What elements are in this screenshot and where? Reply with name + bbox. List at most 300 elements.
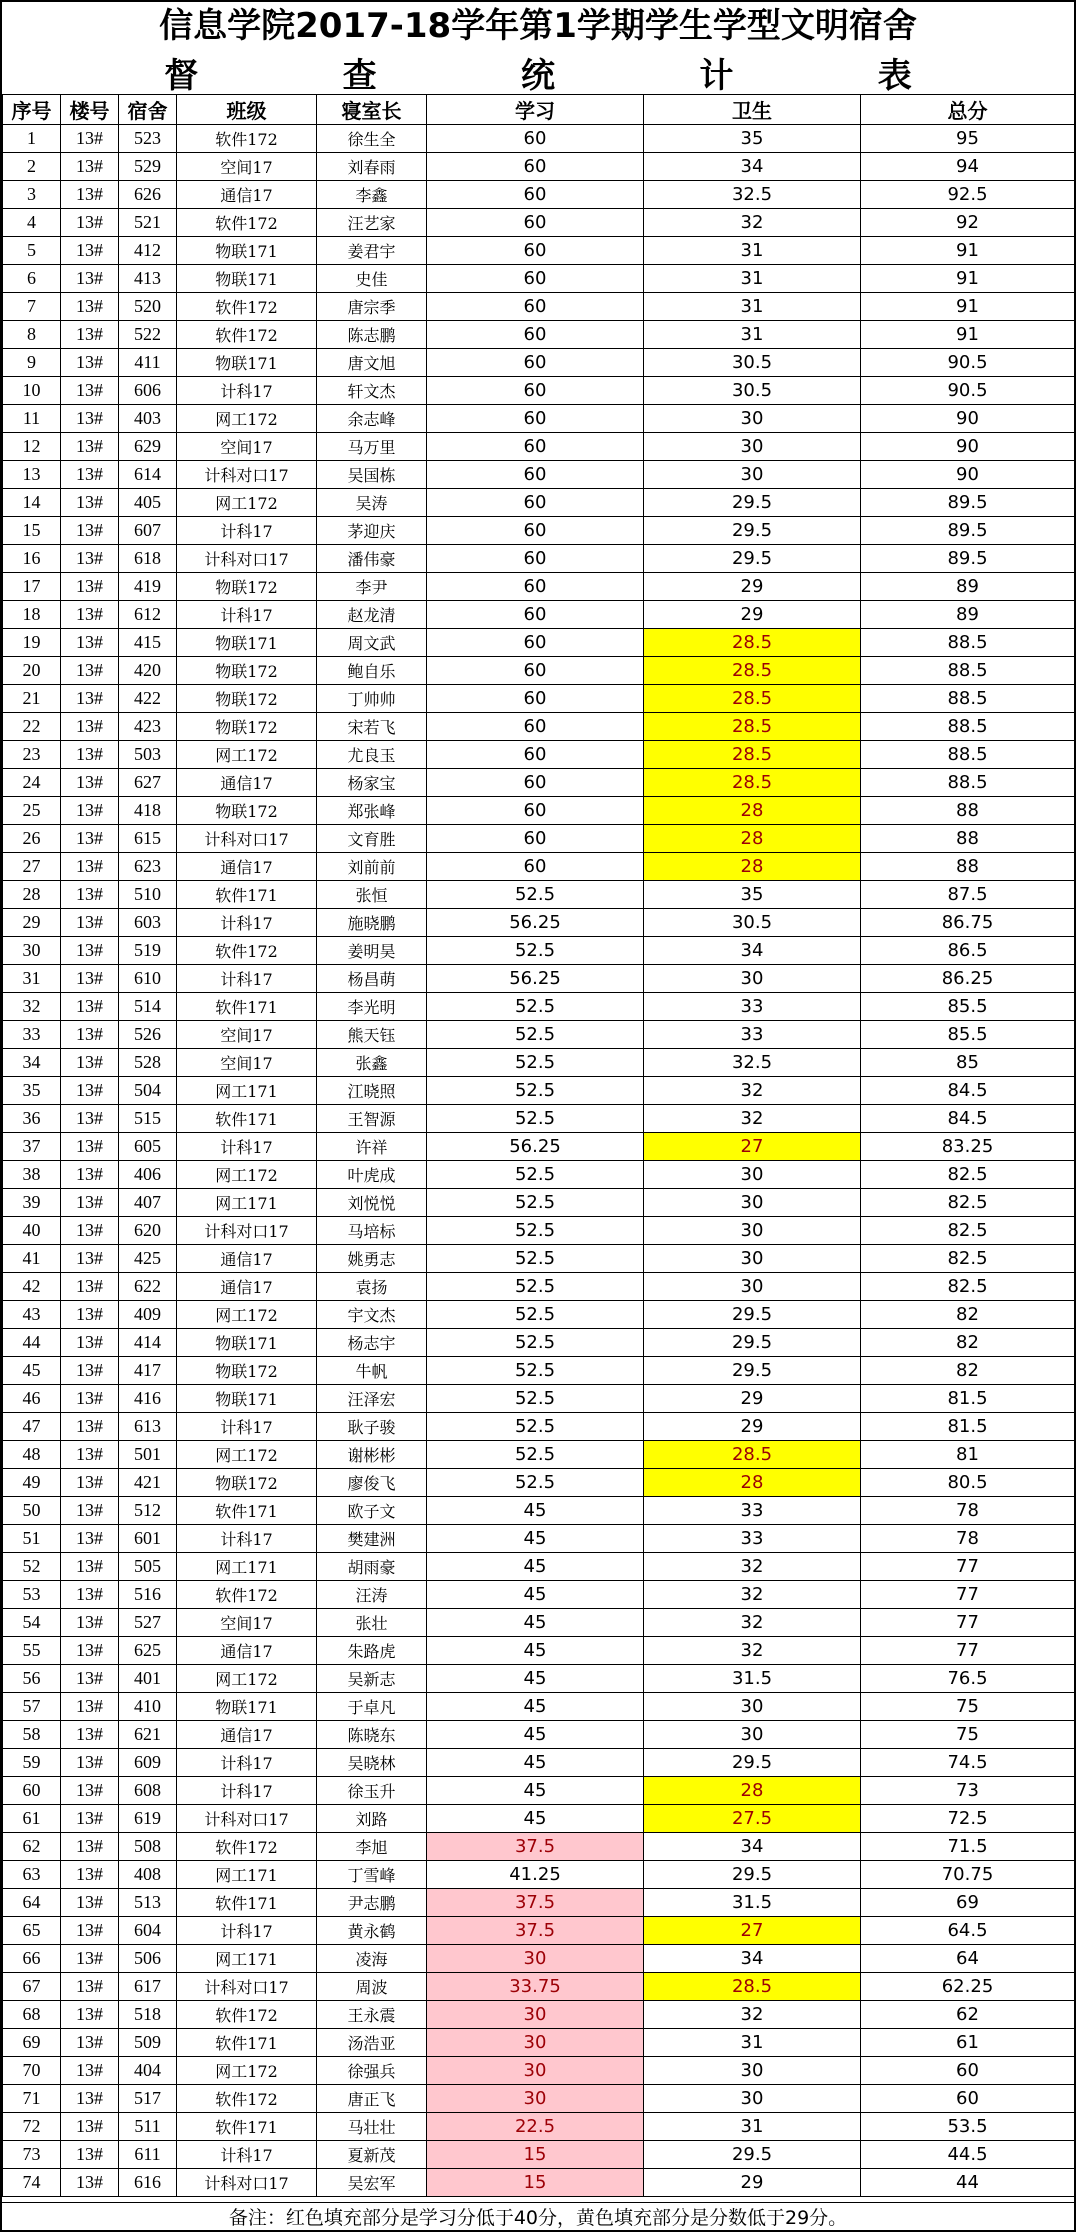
cell-hygiene[interactable]: 30	[644, 1217, 861, 1245]
cell-dorm-head[interactable]: 朱路虎	[317, 1637, 427, 1665]
cell-study[interactable]: 60	[427, 657, 644, 685]
cell-room[interactable]: 523	[119, 125, 177, 153]
cell-building[interactable]: 13#	[61, 517, 119, 545]
cell-total[interactable]: 92.5	[861, 181, 1075, 209]
cell-total[interactable]: 64	[861, 1945, 1075, 1973]
cell-room[interactable]: 522	[119, 321, 177, 349]
cell-hygiene[interactable]: 28.5	[644, 769, 861, 797]
cell-hygiene[interactable]: 31	[644, 293, 861, 321]
cell-no[interactable]: 9	[3, 349, 61, 377]
cell-no[interactable]: 29	[3, 909, 61, 937]
cell-class[interactable]: 通信17	[177, 769, 317, 797]
cell-hygiene[interactable]: 35	[644, 881, 861, 909]
cell-dorm-head[interactable]: 张恒	[317, 881, 427, 909]
cell-hygiene[interactable]: 28.5	[644, 685, 861, 713]
cell-class[interactable]: 网工172	[177, 489, 317, 517]
cell-study[interactable]: 60	[427, 125, 644, 153]
cell-hygiene[interactable]: 32	[644, 209, 861, 237]
cell-total[interactable]: 62	[861, 2001, 1075, 2029]
cell-total[interactable]: 82	[861, 1357, 1075, 1385]
cell-hygiene[interactable]: 27	[644, 1133, 861, 1161]
header-hygiene[interactable]: 卫生	[644, 95, 861, 125]
cell-class[interactable]: 软件171	[177, 1497, 317, 1525]
cell-study[interactable]: 52.5	[427, 1329, 644, 1357]
cell-dorm-head[interactable]: 夏新茂	[317, 2141, 427, 2169]
cell-class[interactable]: 网工172	[177, 1441, 317, 1469]
cell-no[interactable]: 61	[3, 1805, 61, 1833]
cell-total[interactable]: 85	[861, 1049, 1075, 1077]
cell-room[interactable]: 407	[119, 1189, 177, 1217]
cell-room[interactable]: 413	[119, 265, 177, 293]
cell-hygiene[interactable]: 28	[644, 1777, 861, 1805]
cell-hygiene[interactable]: 34	[644, 153, 861, 181]
cell-total[interactable]: 77	[861, 1637, 1075, 1665]
cell-building[interactable]: 13#	[61, 573, 119, 601]
cell-class[interactable]: 物联172	[177, 713, 317, 741]
cell-total[interactable]: 64.5	[861, 1917, 1075, 1945]
cell-study[interactable]: 52.5	[427, 881, 644, 909]
cell-study[interactable]: 56.25	[427, 965, 644, 993]
cell-class[interactable]: 物联172	[177, 685, 317, 713]
cell-class[interactable]: 物联172	[177, 1357, 317, 1385]
cell-class[interactable]: 通信17	[177, 1273, 317, 1301]
cell-study[interactable]: 60	[427, 825, 644, 853]
cell-building[interactable]: 13#	[61, 265, 119, 293]
cell-class[interactable]: 通信17	[177, 181, 317, 209]
cell-room[interactable]: 626	[119, 181, 177, 209]
cell-dorm-head[interactable]: 唐宗季	[317, 293, 427, 321]
cell-study[interactable]: 45	[427, 1805, 644, 1833]
cell-building[interactable]: 13#	[61, 1441, 119, 1469]
cell-class[interactable]: 软件171	[177, 1889, 317, 1917]
cell-total[interactable]: 92	[861, 209, 1075, 237]
cell-class[interactable]: 计科对口17	[177, 1805, 317, 1833]
cell-room[interactable]: 604	[119, 1917, 177, 1945]
cell-hygiene[interactable]: 30.5	[644, 377, 861, 405]
cell-no[interactable]: 48	[3, 1441, 61, 1469]
cell-hygiene[interactable]: 31	[644, 265, 861, 293]
cell-dorm-head[interactable]: 张鑫	[317, 1049, 427, 1077]
cell-study[interactable]: 52.5	[427, 1441, 644, 1469]
cell-class[interactable]: 网工172	[177, 2057, 317, 2085]
cell-no[interactable]: 49	[3, 1469, 61, 1497]
cell-no[interactable]: 74	[3, 2169, 61, 2197]
cell-hygiene[interactable]: 29	[644, 2169, 861, 2197]
cell-room[interactable]: 414	[119, 1329, 177, 1357]
cell-room[interactable]: 425	[119, 1245, 177, 1273]
cell-room[interactable]: 423	[119, 713, 177, 741]
cell-study[interactable]: 30	[427, 2001, 644, 2029]
cell-total[interactable]: 81.5	[861, 1413, 1075, 1441]
cell-class[interactable]: 软件171	[177, 1105, 317, 1133]
cell-total[interactable]: 84.5	[861, 1077, 1075, 1105]
cell-room[interactable]: 521	[119, 209, 177, 237]
cell-total[interactable]: 53.5	[861, 2113, 1075, 2141]
cell-room[interactable]: 528	[119, 1049, 177, 1077]
cell-dorm-head[interactable]: 刘春雨	[317, 153, 427, 181]
cell-no[interactable]: 26	[3, 825, 61, 853]
cell-study[interactable]: 60	[427, 769, 644, 797]
cell-room[interactable]: 606	[119, 377, 177, 405]
cell-dorm-head[interactable]: 马培标	[317, 1217, 427, 1245]
cell-total[interactable]: 74.5	[861, 1749, 1075, 1777]
cell-no[interactable]: 52	[3, 1553, 61, 1581]
cell-room[interactable]: 520	[119, 293, 177, 321]
cell-no[interactable]: 4	[3, 209, 61, 237]
cell-total[interactable]: 84.5	[861, 1105, 1075, 1133]
cell-no[interactable]: 39	[3, 1189, 61, 1217]
cell-no[interactable]: 60	[3, 1777, 61, 1805]
cell-building[interactable]: 13#	[61, 1329, 119, 1357]
cell-room[interactable]: 605	[119, 1133, 177, 1161]
cell-total[interactable]: 89	[861, 573, 1075, 601]
cell-total[interactable]: 95	[861, 125, 1075, 153]
cell-no[interactable]: 57	[3, 1693, 61, 1721]
cell-total[interactable]: 75	[861, 1721, 1075, 1749]
cell-dorm-head[interactable]: 欧子文	[317, 1497, 427, 1525]
cell-class[interactable]: 软件171	[177, 2029, 317, 2057]
cell-no[interactable]: 34	[3, 1049, 61, 1077]
cell-total[interactable]: 83.25	[861, 1133, 1075, 1161]
cell-no[interactable]: 63	[3, 1861, 61, 1889]
cell-building[interactable]: 13#	[61, 881, 119, 909]
cell-room[interactable]: 511	[119, 2113, 177, 2141]
cell-room[interactable]: 504	[119, 1077, 177, 1105]
cell-study[interactable]: 45	[427, 1609, 644, 1637]
cell-total[interactable]: 89	[861, 601, 1075, 629]
cell-dorm-head[interactable]: 汤浩亚	[317, 2029, 427, 2057]
cell-study[interactable]: 45	[427, 1693, 644, 1721]
cell-room[interactable]: 529	[119, 153, 177, 181]
cell-no[interactable]: 46	[3, 1385, 61, 1413]
cell-hygiene[interactable]: 27.5	[644, 1805, 861, 1833]
cell-study[interactable]: 15	[427, 2141, 644, 2169]
cell-no[interactable]: 12	[3, 433, 61, 461]
cell-hygiene[interactable]: 30	[644, 1245, 861, 1273]
cell-hygiene[interactable]: 32	[644, 2001, 861, 2029]
cell-room[interactable]: 614	[119, 461, 177, 489]
cell-dorm-head[interactable]: 刘悦悦	[317, 1189, 427, 1217]
cell-no[interactable]: 8	[3, 321, 61, 349]
cell-building[interactable]: 13#	[61, 1189, 119, 1217]
cell-study[interactable]: 60	[427, 377, 644, 405]
cell-hygiene[interactable]: 32.5	[644, 181, 861, 209]
cell-no[interactable]: 73	[3, 2141, 61, 2169]
cell-study[interactable]: 52.5	[427, 993, 644, 1021]
cell-no[interactable]: 68	[3, 2001, 61, 2029]
cell-dorm-head[interactable]: 李光明	[317, 993, 427, 1021]
cell-study[interactable]: 33.75	[427, 1973, 644, 2001]
cell-hygiene[interactable]: 32	[644, 1581, 861, 1609]
cell-building[interactable]: 13#	[61, 1525, 119, 1553]
cell-building[interactable]: 13#	[61, 825, 119, 853]
cell-room[interactable]: 616	[119, 2169, 177, 2197]
cell-total[interactable]: 89.5	[861, 545, 1075, 573]
cell-study[interactable]: 52.5	[427, 1021, 644, 1049]
cell-no[interactable]: 65	[3, 1917, 61, 1945]
cell-dorm-head[interactable]: 胡雨豪	[317, 1553, 427, 1581]
cell-hygiene[interactable]: 30	[644, 1189, 861, 1217]
cell-study[interactable]: 37.5	[427, 1833, 644, 1861]
cell-building[interactable]: 13#	[61, 1637, 119, 1665]
cell-study[interactable]: 60	[427, 321, 644, 349]
cell-hygiene[interactable]: 30	[644, 2057, 861, 2085]
cell-class[interactable]: 网工171	[177, 1189, 317, 1217]
cell-room[interactable]: 401	[119, 1665, 177, 1693]
cell-room[interactable]: 607	[119, 517, 177, 545]
cell-building[interactable]: 13#	[61, 1357, 119, 1385]
cell-room[interactable]: 609	[119, 1749, 177, 1777]
cell-no[interactable]: 33	[3, 1021, 61, 1049]
cell-building[interactable]: 13#	[61, 1273, 119, 1301]
cell-room[interactable]: 603	[119, 909, 177, 937]
cell-building[interactable]: 13#	[61, 433, 119, 461]
cell-dorm-head[interactable]: 王智源	[317, 1105, 427, 1133]
cell-dorm-head[interactable]: 刘路	[317, 1805, 427, 1833]
cell-building[interactable]: 13#	[61, 1161, 119, 1189]
cell-no[interactable]: 67	[3, 1973, 61, 2001]
header-room[interactable]: 宿舍	[119, 95, 177, 125]
cell-class[interactable]: 网工172	[177, 1301, 317, 1329]
cell-class[interactable]: 软件171	[177, 2113, 317, 2141]
cell-total[interactable]: 88.5	[861, 769, 1075, 797]
cell-total[interactable]: 85.5	[861, 1021, 1075, 1049]
cell-study[interactable]: 52.5	[427, 1469, 644, 1497]
cell-study[interactable]: 37.5	[427, 1889, 644, 1917]
cell-room[interactable]: 512	[119, 1497, 177, 1525]
cell-no[interactable]: 1	[3, 125, 61, 153]
cell-no[interactable]: 25	[3, 797, 61, 825]
cell-hygiene[interactable]: 30	[644, 433, 861, 461]
cell-no[interactable]: 10	[3, 377, 61, 405]
cell-room[interactable]: 611	[119, 2141, 177, 2169]
cell-total[interactable]: 87.5	[861, 881, 1075, 909]
cell-no[interactable]: 70	[3, 2057, 61, 2085]
cell-hygiene[interactable]: 34	[644, 1833, 861, 1861]
cell-hygiene[interactable]: 28	[644, 1469, 861, 1497]
cell-dorm-head[interactable]: 杨昌萌	[317, 965, 427, 993]
cell-dorm-head[interactable]: 郑张峰	[317, 797, 427, 825]
cell-building[interactable]: 13#	[61, 2057, 119, 2085]
cell-hygiene[interactable]: 29.5	[644, 1357, 861, 1385]
cell-hygiene[interactable]: 29	[644, 1413, 861, 1441]
cell-hygiene[interactable]: 32	[644, 1637, 861, 1665]
cell-hygiene[interactable]: 28	[644, 797, 861, 825]
cell-room[interactable]: 509	[119, 2029, 177, 2057]
cell-hygiene[interactable]: 33	[644, 1021, 861, 1049]
cell-study[interactable]: 60	[427, 153, 644, 181]
cell-class[interactable]: 软件172	[177, 125, 317, 153]
cell-total[interactable]: 81	[861, 1441, 1075, 1469]
cell-total[interactable]: 82.5	[861, 1273, 1075, 1301]
cell-no[interactable]: 41	[3, 1245, 61, 1273]
cell-class[interactable]: 计科17	[177, 909, 317, 937]
cell-dorm-head[interactable]: 赵龙清	[317, 601, 427, 629]
cell-building[interactable]: 13#	[61, 2029, 119, 2057]
cell-class[interactable]: 空间17	[177, 1021, 317, 1049]
cell-building[interactable]: 13#	[61, 741, 119, 769]
cell-room[interactable]: 608	[119, 1777, 177, 1805]
cell-study[interactable]: 60	[427, 237, 644, 265]
cell-hygiene[interactable]: 29.5	[644, 545, 861, 573]
header-total[interactable]: 总分	[861, 95, 1075, 125]
cell-study[interactable]: 60	[427, 209, 644, 237]
cell-total[interactable]: 88.5	[861, 713, 1075, 741]
cell-study[interactable]: 60	[427, 629, 644, 657]
cell-dorm-head[interactable]: 熊天钰	[317, 1021, 427, 1049]
cell-dorm-head[interactable]: 施晓鹏	[317, 909, 427, 937]
cell-no[interactable]: 13	[3, 461, 61, 489]
cell-study[interactable]: 60	[427, 181, 644, 209]
cell-dorm-head[interactable]: 杨家宝	[317, 769, 427, 797]
cell-class[interactable]: 物联172	[177, 1469, 317, 1497]
cell-building[interactable]: 13#	[61, 1021, 119, 1049]
cell-class[interactable]: 通信17	[177, 1245, 317, 1273]
cell-class[interactable]: 计科对口17	[177, 1973, 317, 2001]
cell-room[interactable]: 629	[119, 433, 177, 461]
cell-dorm-head[interactable]: 李鑫	[317, 181, 427, 209]
cell-class[interactable]: 物联171	[177, 237, 317, 265]
cell-dorm-head[interactable]: 尹志鹏	[317, 1889, 427, 1917]
cell-study[interactable]: 52.5	[427, 1105, 644, 1133]
cell-dorm-head[interactable]: 姜君宇	[317, 237, 427, 265]
cell-building[interactable]: 13#	[61, 321, 119, 349]
cell-no[interactable]: 20	[3, 657, 61, 685]
cell-hygiene[interactable]: 31	[644, 237, 861, 265]
cell-class[interactable]: 网工171	[177, 1077, 317, 1105]
cell-total[interactable]: 61	[861, 2029, 1075, 2057]
cell-total[interactable]: 88	[861, 853, 1075, 881]
cell-building[interactable]: 13#	[61, 209, 119, 237]
cell-room[interactable]: 422	[119, 685, 177, 713]
cell-class[interactable]: 计科17	[177, 517, 317, 545]
cell-hygiene[interactable]: 29.5	[644, 2141, 861, 2169]
cell-dorm-head[interactable]: 吴宏军	[317, 2169, 427, 2197]
cell-dorm-head[interactable]: 吴新志	[317, 1665, 427, 1693]
cell-building[interactable]: 13#	[61, 629, 119, 657]
cell-class[interactable]: 网工172	[177, 741, 317, 769]
cell-total[interactable]: 88.5	[861, 629, 1075, 657]
cell-study[interactable]: 52.5	[427, 1077, 644, 1105]
cell-no[interactable]: 19	[3, 629, 61, 657]
cell-class[interactable]: 软件172	[177, 937, 317, 965]
cell-hygiene[interactable]: 34	[644, 1945, 861, 1973]
cell-hygiene[interactable]: 29.5	[644, 517, 861, 545]
cell-study[interactable]: 45	[427, 1665, 644, 1693]
cell-no[interactable]: 69	[3, 2029, 61, 2057]
cell-total[interactable]: 76.5	[861, 1665, 1075, 1693]
cell-dorm-head[interactable]: 凌海	[317, 1945, 427, 1973]
cell-study[interactable]: 60	[427, 741, 644, 769]
cell-room[interactable]: 519	[119, 937, 177, 965]
cell-room[interactable]: 403	[119, 405, 177, 433]
cell-study[interactable]: 52.5	[427, 1357, 644, 1385]
cell-dorm-head[interactable]: 许祥	[317, 1133, 427, 1161]
cell-no[interactable]: 50	[3, 1497, 61, 1525]
cell-no[interactable]: 15	[3, 517, 61, 545]
cell-room[interactable]: 513	[119, 1889, 177, 1917]
cell-building[interactable]: 13#	[61, 1497, 119, 1525]
cell-no[interactable]: 62	[3, 1833, 61, 1861]
cell-building[interactable]: 13#	[61, 797, 119, 825]
cell-class[interactable]: 软件172	[177, 321, 317, 349]
cell-building[interactable]: 13#	[61, 2113, 119, 2141]
cell-hygiene[interactable]: 29	[644, 573, 861, 601]
cell-class[interactable]: 计科17	[177, 1413, 317, 1441]
cell-building[interactable]: 13#	[61, 293, 119, 321]
cell-dorm-head[interactable]: 潘伟豪	[317, 545, 427, 573]
cell-room[interactable]: 615	[119, 825, 177, 853]
cell-hygiene[interactable]: 31	[644, 321, 861, 349]
cell-dorm-head[interactable]: 江晓照	[317, 1077, 427, 1105]
cell-total[interactable]: 81.5	[861, 1385, 1075, 1413]
cell-total[interactable]: 78	[861, 1497, 1075, 1525]
cell-hygiene[interactable]: 32.5	[644, 1049, 861, 1077]
cell-total[interactable]: 88	[861, 797, 1075, 825]
cell-no[interactable]: 64	[3, 1889, 61, 1917]
cell-dorm-head[interactable]: 张壮	[317, 1609, 427, 1637]
cell-building[interactable]: 13#	[61, 1917, 119, 1945]
cell-total[interactable]: 77	[861, 1581, 1075, 1609]
cell-dorm-head[interactable]: 史佳	[317, 265, 427, 293]
cell-building[interactable]: 13#	[61, 1049, 119, 1077]
cell-total[interactable]: 82.5	[861, 1161, 1075, 1189]
cell-room[interactable]: 406	[119, 1161, 177, 1189]
cell-building[interactable]: 13#	[61, 965, 119, 993]
cell-dorm-head[interactable]: 李旭	[317, 1833, 427, 1861]
cell-dorm-head[interactable]: 杨志宇	[317, 1329, 427, 1357]
cell-class[interactable]: 计科对口17	[177, 2169, 317, 2197]
cell-class[interactable]: 网工172	[177, 1161, 317, 1189]
cell-hygiene[interactable]: 28.5	[644, 657, 861, 685]
cell-building[interactable]: 13#	[61, 349, 119, 377]
cell-total[interactable]: 89.5	[861, 489, 1075, 517]
cell-study[interactable]: 52.5	[427, 1217, 644, 1245]
cell-no[interactable]: 66	[3, 1945, 61, 1973]
cell-study[interactable]: 60	[427, 713, 644, 741]
cell-class[interactable]: 软件172	[177, 1581, 317, 1609]
cell-no[interactable]: 28	[3, 881, 61, 909]
cell-building[interactable]: 13#	[61, 461, 119, 489]
cell-room[interactable]: 415	[119, 629, 177, 657]
cell-building[interactable]: 13#	[61, 1301, 119, 1329]
cell-dorm-head[interactable]: 茅迎庆	[317, 517, 427, 545]
cell-no[interactable]: 27	[3, 853, 61, 881]
cell-dorm-head[interactable]: 轩文杰	[317, 377, 427, 405]
cell-room[interactable]: 620	[119, 1217, 177, 1245]
cell-total[interactable]: 90	[861, 461, 1075, 489]
cell-class[interactable]: 物联172	[177, 657, 317, 685]
cell-total[interactable]: 82.5	[861, 1189, 1075, 1217]
cell-room[interactable]: 618	[119, 545, 177, 573]
cell-class[interactable]: 网工172	[177, 405, 317, 433]
cell-dorm-head[interactable]: 于卓凡	[317, 1693, 427, 1721]
cell-hygiene[interactable]: 28.5	[644, 741, 861, 769]
cell-total[interactable]: 44	[861, 2169, 1075, 2197]
cell-building[interactable]: 13#	[61, 1889, 119, 1917]
cell-total[interactable]: 82.5	[861, 1245, 1075, 1273]
cell-study[interactable]: 60	[427, 433, 644, 461]
cell-hygiene[interactable]: 31	[644, 2113, 861, 2141]
cell-study[interactable]: 45	[427, 1525, 644, 1553]
cell-study[interactable]: 52.5	[427, 937, 644, 965]
cell-class[interactable]: 计科17	[177, 1917, 317, 1945]
cell-total[interactable]: 94	[861, 153, 1075, 181]
cell-study[interactable]: 60	[427, 265, 644, 293]
cell-dorm-head[interactable]: 余志峰	[317, 405, 427, 433]
cell-no[interactable]: 58	[3, 1721, 61, 1749]
cell-class[interactable]: 物联172	[177, 797, 317, 825]
